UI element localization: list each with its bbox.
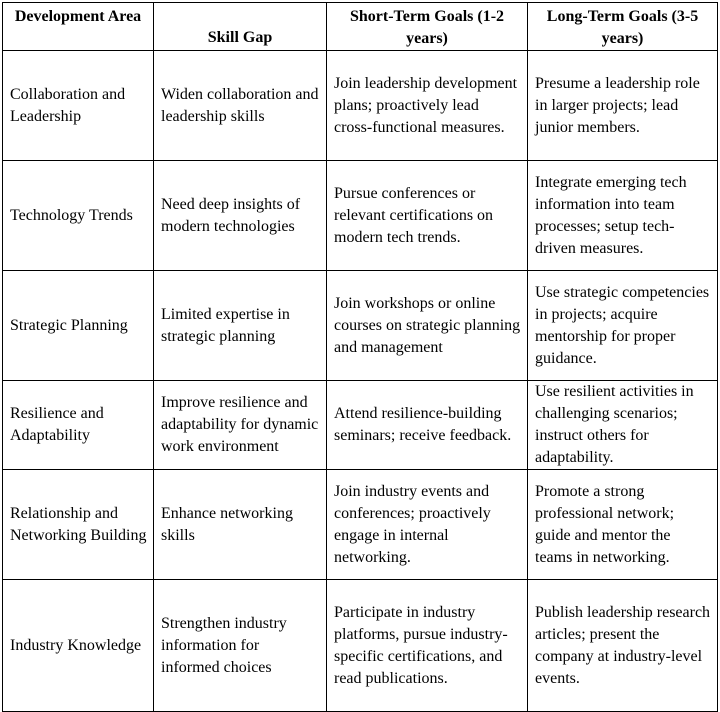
table-row bbox=[3, 470, 718, 580]
cell-development-area: Resilience and Adaptability bbox=[3, 381, 154, 470]
header-development-area: Development Area bbox=[3, 3, 154, 51]
header-row bbox=[3, 3, 718, 51]
development-plan-table bbox=[2, 2, 718, 712]
cell-skill-gap: Improve resilience and adaptability for dynamic work environment bbox=[154, 381, 327, 470]
cell-long-term-goal: Publish leadership research articles; present the company at industry-level events. bbox=[528, 580, 718, 712]
table-row bbox=[3, 580, 718, 712]
cell-short-term-goal: Attend resilience-building seminars; receive feedback. bbox=[327, 381, 528, 470]
header-short-term-goals: Short-Term Goals (1-2 years) bbox=[327, 3, 528, 51]
cell-development-area: Collaboration and Leadership bbox=[3, 51, 154, 161]
cell-short-term-goal: Join workshops or online courses on strategic planning and management bbox=[327, 271, 528, 381]
cell-long-term-goal: Promote a strong professional network; guide and mentor the teams in networking. bbox=[528, 470, 718, 580]
cell-long-term-goal: Use resilient activities in challenging scenarios; instruct others for adaptability. bbox=[528, 381, 718, 470]
cell-long-term-goal: Presume a leadership role in larger projects; lead junior members. bbox=[528, 51, 718, 161]
table-row bbox=[3, 271, 718, 381]
cell-skill-gap: Strengthen industry information for informed choices bbox=[154, 580, 327, 712]
cell-skill-gap: Need deep insights of modern technologies bbox=[154, 161, 327, 271]
cell-development-area: Industry Knowledge bbox=[3, 580, 154, 712]
cell-skill-gap: Limited expertise in strategic planning bbox=[154, 271, 327, 381]
cell-development-area: Technology Trends bbox=[3, 161, 154, 271]
cell-short-term-goal: Pursue conferences or relevant certifications on modern tech trends. bbox=[327, 161, 528, 271]
cell-skill-gap: Widen collaboration and leadership skills bbox=[154, 51, 327, 161]
header-skill-gap: Skill Gap bbox=[154, 3, 327, 51]
cell-short-term-goal: Join industry events and conferences; proactively engage in internal networking. bbox=[327, 470, 528, 580]
cell-development-area: Relationship and Networking Building bbox=[3, 470, 154, 580]
cell-short-term-goal: Participate in industry platforms, pursue industry-specific certifications, and read publications. bbox=[327, 580, 528, 712]
cell-short-term-goal: Join leadership development plans; proactively lead cross-functional measures. bbox=[327, 51, 528, 161]
table-row bbox=[3, 381, 718, 470]
header-long-term-goals: Long-Term Goals (3-5 years) bbox=[528, 3, 718, 51]
cell-development-area: Strategic Planning bbox=[3, 271, 154, 381]
cell-long-term-goal: Integrate emerging tech information into team processes; setup tech-driven measures. bbox=[528, 161, 718, 271]
cell-skill-gap: Enhance networking skills bbox=[154, 470, 327, 580]
table-row bbox=[3, 161, 718, 271]
cell-long-term-goal: Use strategic competencies in projects; acquire mentorship for proper guidance. bbox=[528, 271, 718, 381]
table-row bbox=[3, 51, 718, 161]
